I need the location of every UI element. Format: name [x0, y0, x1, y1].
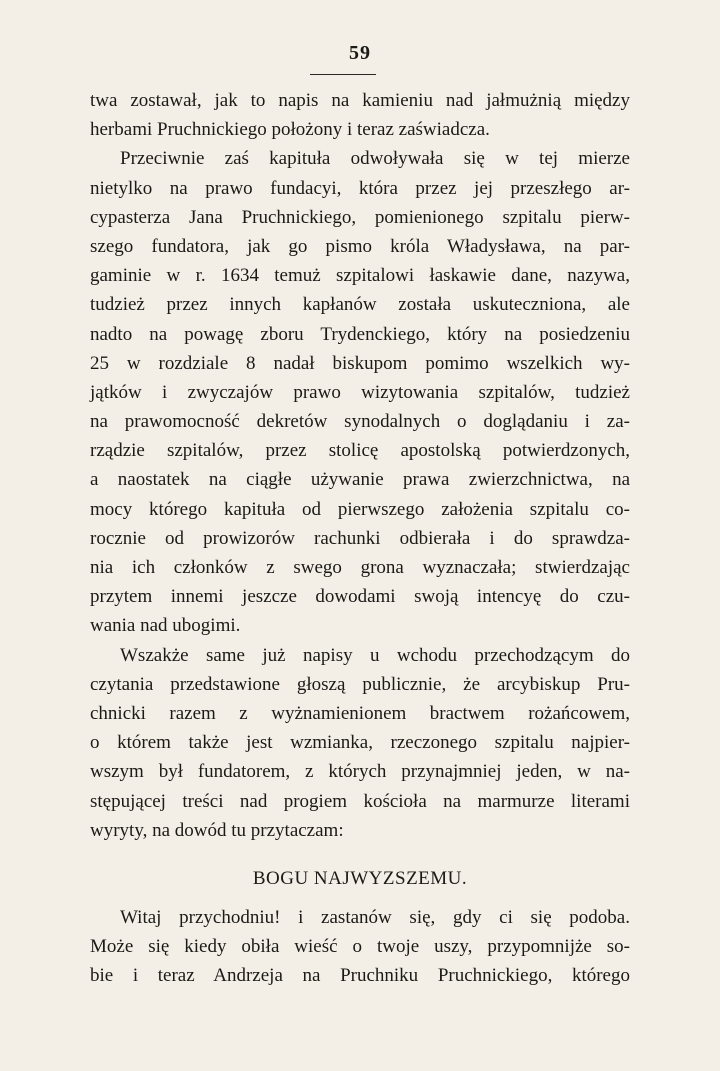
- text-line: szego fundatora, jak go pismo króla Władysława, na par-: [90, 235, 630, 257]
- text-line: czytania przedstawione głoszą publicznie, że arcybiskup Pru-: [90, 673, 630, 695]
- text-line: na prawomocność dekretów synodalnych o doglądaniu i za-: [90, 411, 630, 433]
- text-line: Wszakże same już napisy u wchodu przechodzącym do: [120, 644, 630, 666]
- text-line: Przeciwnie zaś kapituła odwoływała się w tej mierze: [120, 148, 630, 170]
- text-line: Może się kiedy obiła wieść o twoje uszy, przypomnijże so-: [90, 936, 630, 958]
- text-line: rocznie od prowizorów rachunki odbierała i do sprawdza-: [90, 527, 630, 549]
- text-line: tudzież przez innych kapłanów została uskuteczniona, ale: [90, 294, 630, 316]
- text-line: herbami Pruchnickiego położony i teraz zaświadcza.: [90, 119, 490, 141]
- body-text: [90, 86, 630, 990]
- text-line: stępującej treści nad progiem kościoła na marmurze literami: [90, 790, 630, 812]
- text-line: cypasterza Jana Pruchnickiego, pomienionego szpitalu pierw-: [90, 206, 630, 228]
- text-line: wania nad ubogimi.: [90, 615, 241, 637]
- page-number: 59: [349, 42, 371, 64]
- text-line: gaminie w r. 1634 temuż szpitalowi łaskawie dane, nazywa,: [90, 265, 630, 287]
- page-number-rule: [310, 74, 376, 75]
- text-line: o którem także jest wzmianka, rzeczonego szpitalu najpier-: [90, 732, 630, 754]
- text-line: przytem innemi jeszcze dowodami swoją intencyę do czu-: [90, 586, 630, 608]
- paragraph-2: [90, 144, 630, 640]
- text-line: a naostatek na ciągłe używanie prawa zwierzchnictwa, na: [90, 469, 630, 491]
- text-line: chnicki razem z wyżnamienionem bractwem rożańcowem,: [90, 702, 630, 724]
- text-line: rządzie szpitalów, przez stolicę apostolską potwierdzonych,: [90, 440, 630, 462]
- paragraph-1: [90, 86, 630, 144]
- paragraph-3: [90, 641, 630, 845]
- text-line: wszym był fundatorem, z których przynajmniej jeden, w na-: [90, 761, 630, 783]
- text-line: mocy którego kapituła od pierwszego założenia szpitalu co-: [90, 498, 630, 520]
- text-line: twa zostawał, jak to napis na kamieniu nad jałmużnią między: [90, 90, 630, 111]
- text-line: bie i teraz Andrzeja na Pruchniku Pruchnickiego, którego: [90, 965, 630, 987]
- text-line: Witaj przychodniu! i zastanów się, gdy ci się podoba.: [120, 906, 630, 928]
- text-line: 25 w rozdziale 8 nadał biskupom pomimo wszelkich wy-: [90, 352, 630, 374]
- text-line: nietylko na prawo fundacyi, która przez jej przeszłego ar-: [90, 177, 630, 199]
- inscription-paragraph: [90, 903, 630, 991]
- inscription-heading: BOGU NAJWYZSZEMU.: [252, 867, 468, 889]
- text-line: nia ich członków z swego grona wyznaczała; stwierdzając: [90, 557, 630, 578]
- text-line: wyryty, na dowód tu przytaczam:: [90, 819, 344, 841]
- text-line: nadto na powagę zboru Trydenckiego, który na posiedzeniu: [90, 323, 630, 345]
- text-line: jątków i zwyczajów prawo wizytowania szpitalów, tudzież: [90, 381, 630, 403]
